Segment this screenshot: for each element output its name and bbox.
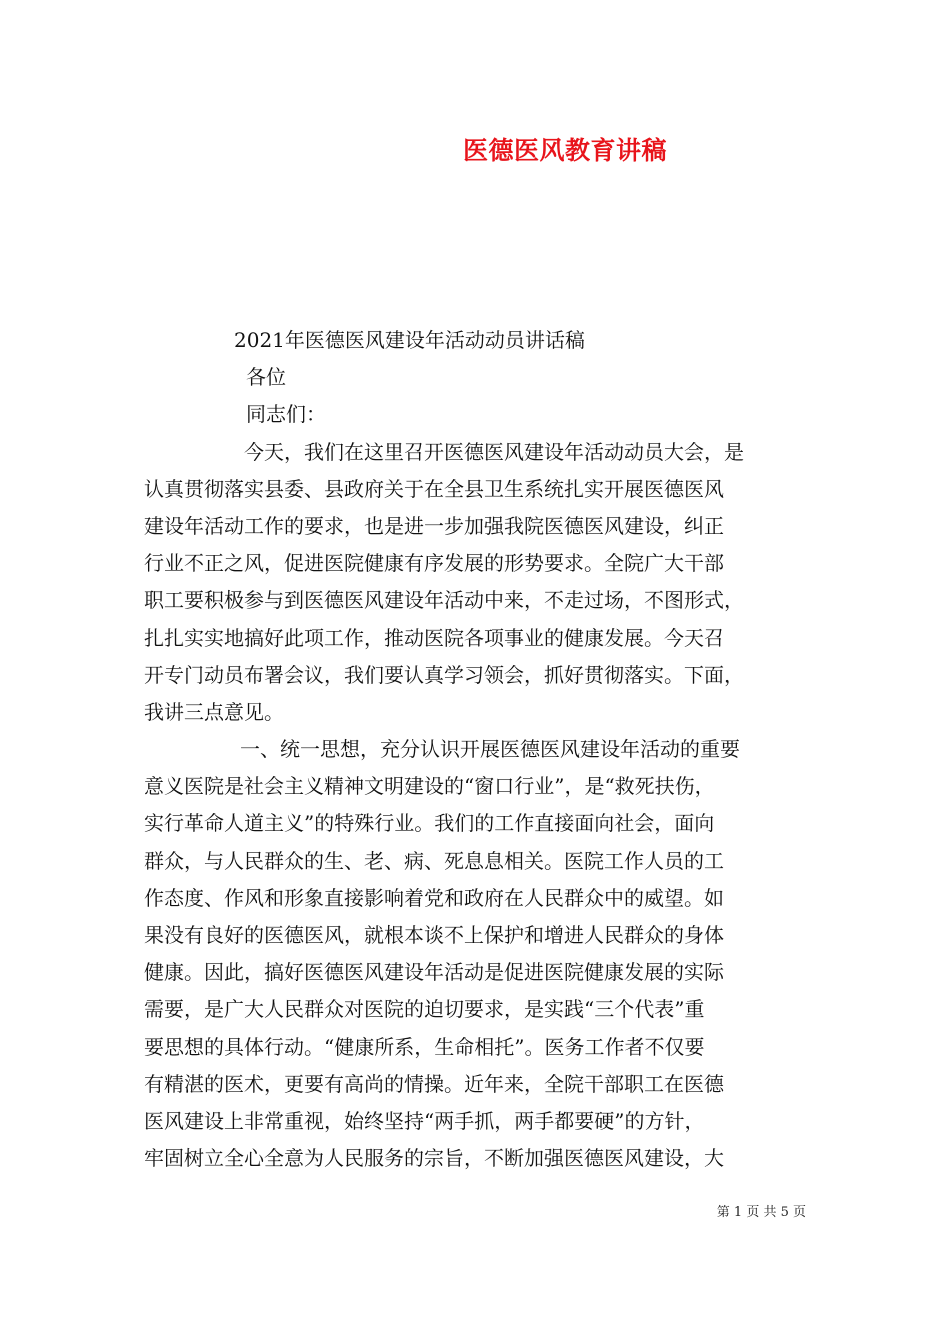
paragraph-line: 有精湛的医术，更要有高尚的情操。近年来，全院干部职工在医德 bbox=[144, 1071, 724, 1096]
paragraph-line: 果没有良好的医德医风，就根本谈不上保护和增进人民群众的身体 bbox=[144, 923, 724, 947]
paragraph-line: 意义医院是社会主义精神文明建设的“窗口行业”，是“救死扶伤， bbox=[144, 774, 715, 799]
paragraph-line: 群众，与人民群众的生、老、病、死息息相关。医院工作人员的工 bbox=[144, 848, 724, 873]
paragraph-line: 要思想的具体行动。“健康所系，生命相托”。医务工作者不仅要 bbox=[144, 1034, 705, 1059]
paragraph-line: 行业不正之风，促进医院健康有序发展的形势要求。全院广大干部 bbox=[144, 551, 724, 576]
paragraph-line: 建设年活动工作的要求，也是进一步加强我院医德医风建设，纠正 bbox=[144, 513, 724, 538]
paragraph-line: 今天，我们在这里召开医德医风建设年活动动员大会，是 bbox=[244, 439, 744, 464]
paragraph-line: 职工要积极参与到医德医风建设年活动中来，不走过场，不图形式， bbox=[144, 588, 744, 613]
salutation-line: 各位 bbox=[246, 365, 286, 390]
salutation-line: 同志们： bbox=[246, 402, 326, 427]
paragraph-line: 作态度、作风和形象直接影响着党和政府在人民群众中的威望。如 bbox=[144, 885, 724, 910]
paragraph-line: 开专门动员布署会议，我们要认真学习领会，抓好贯彻落实。下面， bbox=[144, 662, 744, 687]
paragraph-line: 牢固树立全心全意为人民服务的宗旨，不断加强医德医风建设，大 bbox=[144, 1146, 724, 1171]
document-subtitle: 2021年医德医风建设年活动动员讲话稿 bbox=[234, 328, 585, 352]
paragraph-intro bbox=[144, 434, 808, 732]
section-heading-line: 一、统一思想，充分认识开展医德医风建设年活动的重要 bbox=[240, 737, 740, 762]
paragraph-line: 扎扎实实地搞好此项工作，推动医院各项事业的健康发展。今天召 bbox=[144, 625, 724, 650]
paragraph-section-one bbox=[144, 731, 808, 1177]
paragraph-line: 我讲三点意见。 bbox=[144, 699, 284, 724]
document-body bbox=[144, 322, 808, 1177]
paragraph-line: 认真贯彻落实县委、县政府关于在全县卫生系统扎实开展医德医风 bbox=[144, 476, 724, 501]
paragraph-line: 健康。因此，搞好医德医风建设年活动是促进医院健康发展的实际 bbox=[144, 960, 724, 985]
paragraph-line: 医风建设上非常重视，始终坚持“两手抓，两手都要硬”的方针， bbox=[144, 1108, 705, 1133]
paragraph-line: 需要，是广大人民群众对医院的迫切要求，是实践“三个代表”重 bbox=[144, 997, 705, 1022]
paragraph-line: 实行革命人道主义”的特殊行业。我们的工作直接面向社会，面向 bbox=[144, 811, 715, 836]
document-title: 医德医风教育讲稿 bbox=[462, 136, 667, 165]
page-number-footer: 第 1 页 共 5 页 bbox=[716, 1205, 806, 1220]
